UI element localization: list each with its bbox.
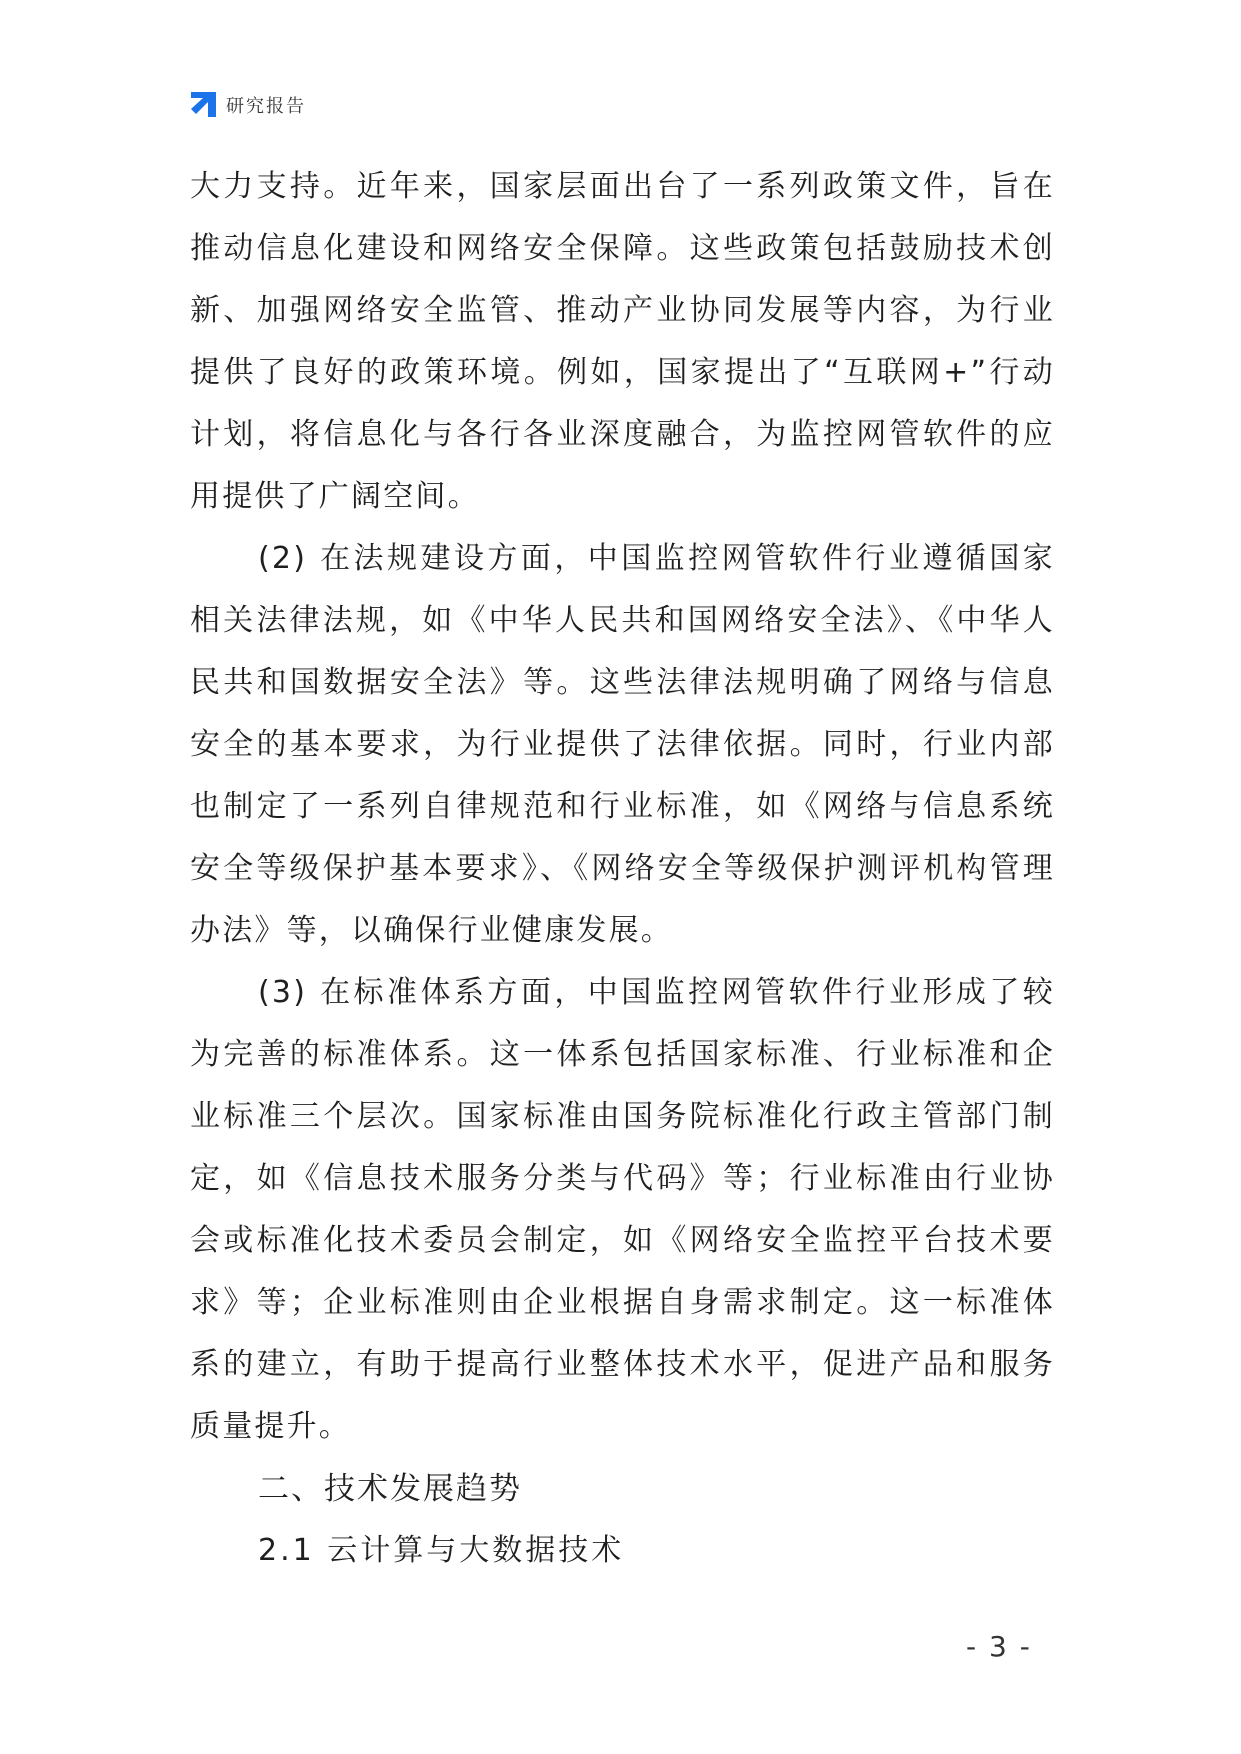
document-body	[190, 156, 1055, 1582]
report-header	[188, 88, 306, 122]
page-number: - 3 -	[966, 1630, 1032, 1663]
paragraph-regulations: (2) 在法规建设方面，中国监控网管软件行业遵循国家相关法律法规，如《中华人民共和国网络安全法》、《中华人民共和国数据安全法》等。这些法律法规明确了网络与信息安全的基本要求，为行业提供了法律依据。同时，行业内部也制定了一系列自律规范和行业标准，如《网络与信息系统安全等级保护基本要求》、《网络安全等级保护测评机构管理办法》等，以确保行业健康发展。	[190, 541, 1055, 948]
subsection-heading: 2.1 云计算与大数据技术	[258, 1533, 625, 1568]
section-heading: 二、技术发展趋势	[258, 1471, 522, 1507]
arrow-up-right-icon	[188, 90, 218, 120]
report-title: 研究报告	[226, 96, 306, 117]
paragraph-standards: (3) 在标准体系方面，中国监控网管软件行业形成了较为完善的标准体系。这一体系包括国家标准、行业标准和企业标准三个层次。国家标准由国务院标准化行政主管部门制定，如《信息技术服务分类与代码》等；行业标准由行业协会或标准化技术委员会制定，如《网络安全监控平台技术要求》等；企业标准则由企业根据自身需求制定。这一标准体系的建立，有助于提高行业整体技术水平，促进产品和服务质量提升。	[190, 975, 1055, 1444]
paragraph-policy-support: 大力支持。近年来，国家层面出台了一系列政策文件，旨在推动信息化建设和网络安全保障。这些政策包括鼓励技术创新、加强网络安全监管、推动产业协同发展等内容，为行业提供了良好的政策环境。例如，国家提出了“互联网+”行动计划，将信息化与各行各业深度融合，为监控网管软件的应用提供了广阔空间。	[190, 169, 1055, 514]
